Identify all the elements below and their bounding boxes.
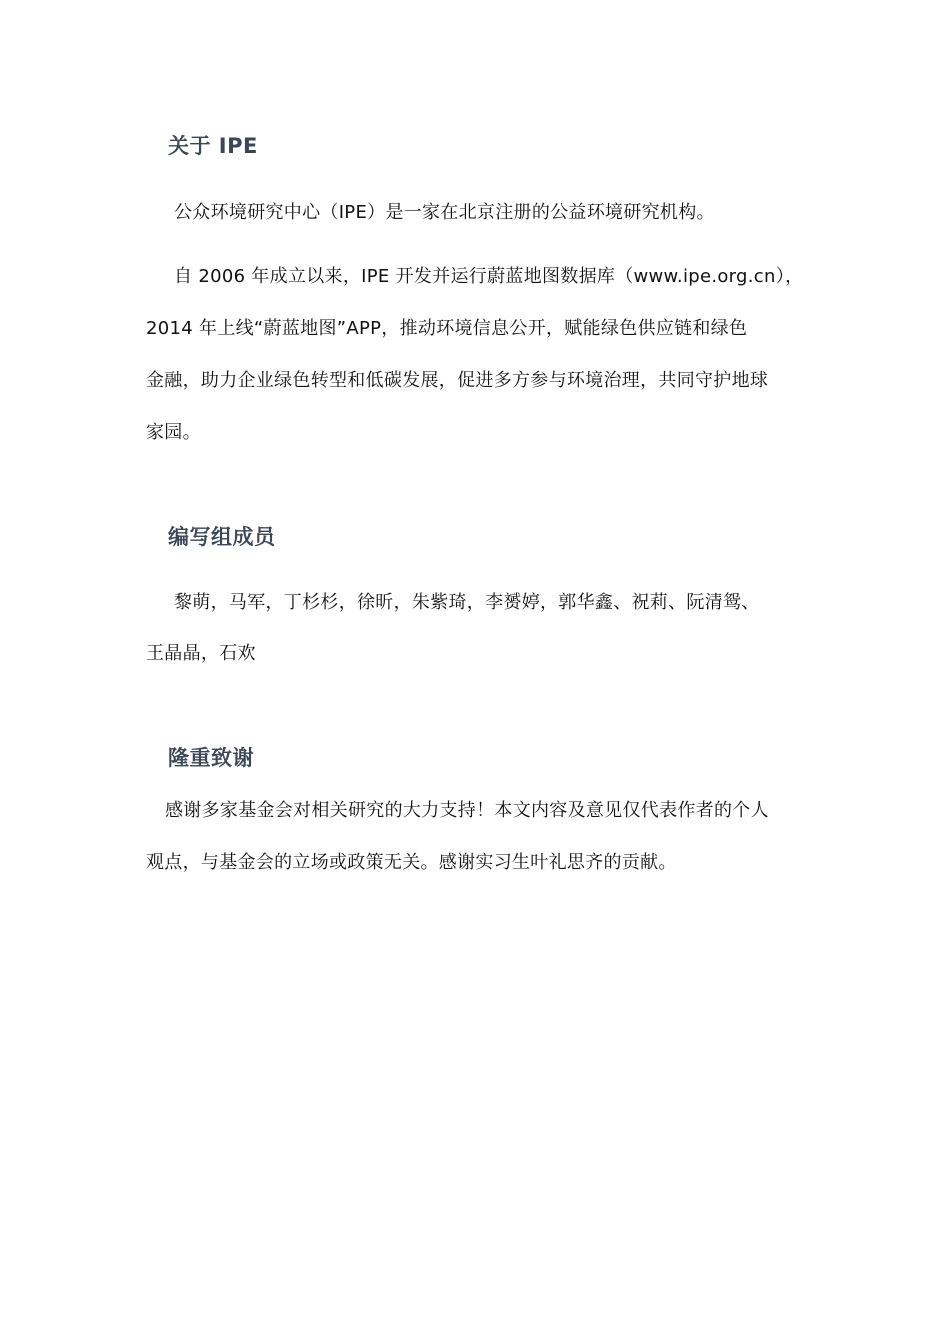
authors-line-1: 黎萌，马军，丁杉杉，徐昕，朱紫琦，李赟婷，郭华鑫、祝莉、阮清鸳、 — [174, 592, 760, 613]
about-ipe-history-line-3: 金融，助力企业绿色转型和低碳发展，促进多方参与环境治理，共同守护地球 — [146, 370, 769, 391]
about-ipe-history-line-4: 家园。 — [146, 422, 201, 443]
about-ipe-history-line-1: 自 2006 年成立以来，IPE 开发并运行蔚蓝地图数据库（www.ipe.org.cn）， — [174, 266, 804, 287]
section-heading-about-ipe: 关于 IPE — [168, 134, 258, 158]
section-heading-authors: 编写组成员 — [168, 525, 276, 549]
section-heading-acknowledgements: 隆重致谢 — [168, 746, 254, 770]
authors-line-2: 王晶晶，石欢 — [146, 643, 256, 664]
acknowledgements-line-2: 观点，与基金会的立场或政策无关。感谢实习生叶礼思齐的贡献。 — [146, 852, 677, 873]
about-ipe-history-line-2: 2014 年上线“蔚蓝地图”APP，推动环境信息公开，赋能绿色供应链和绿色 — [146, 318, 748, 339]
about-ipe-intro: 公众环境研究中心（IPE）是一家在北京注册的公益环境研究机构。 — [174, 202, 715, 223]
acknowledgements-line-1: 感谢多家基金会对相关研究的大力支持！本文内容及意见仅代表作者的个人 — [165, 800, 769, 821]
